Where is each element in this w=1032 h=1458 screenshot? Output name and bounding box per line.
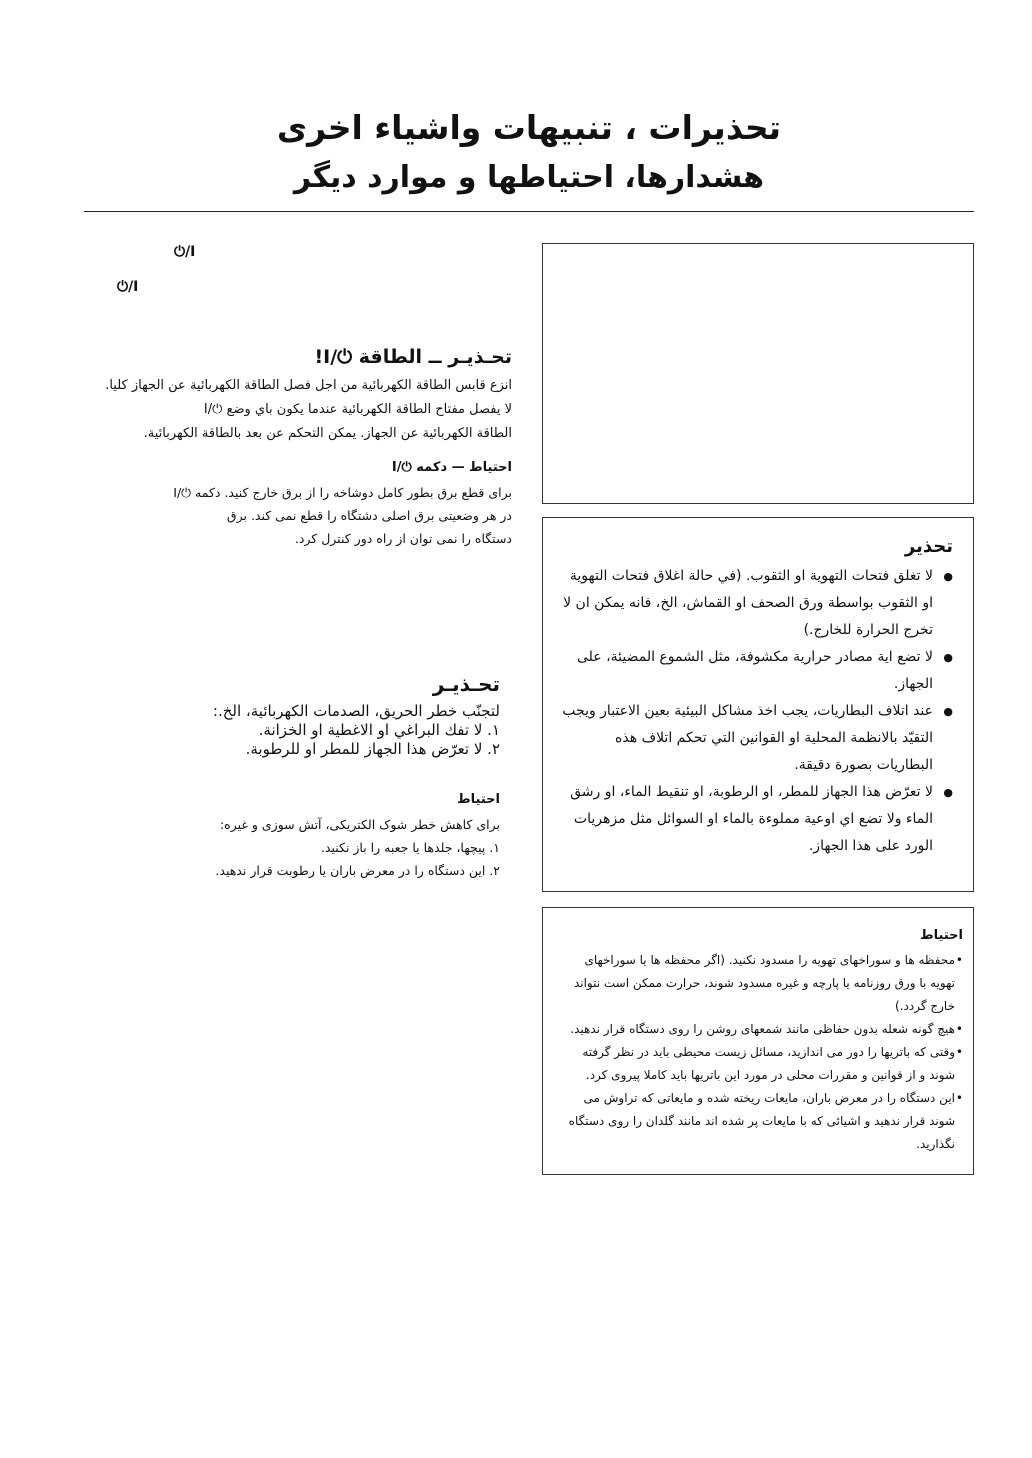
power-symbol-2: ⏻/I [117, 279, 139, 295]
ar-power-line-2: لا يفصل مفتاح الطاقة الكهربائية عندما يكون باي وضع ⏻/I [203, 402, 512, 417]
fa-fire-line-1: برای کاهش خطر شوک الکتریکی، آتش سوزی و غیره: [219, 817, 500, 832]
page-title-persian: هشدارها، احتیاطها و موارد دیگر [293, 160, 765, 195]
ar-warning-item-2: ● لا تضع اية مصادر حرارية مكشوفة، مثل الشموع المضيئة، على الجهاز. [561, 644, 953, 698]
page-title-arabic: تحذيرات ، تنبيهات واشياء اخرى [276, 108, 782, 147]
ar-warning-box [542, 517, 974, 892]
fa-fire-caution-heading: احتیاط [457, 792, 500, 807]
fa-caution-box [542, 907, 974, 1175]
ar-fire-line-3: ٢. لا تعرّض هذا الجهاز للمطر او للرطوبة. [245, 740, 500, 758]
fa-caution-item-1: • محفظه ها و سوراخهای تهویه را مسدود نکنید. (اگر محفظه ها یا سوراخهای تهویه با ورق روزنامه یا پارچه و غیره مسدود شوند، حرارت ممکن است نتواند خارج گردد.) [559, 949, 963, 1018]
ar-fire-warning [110, 672, 500, 759]
fa-power-line-2: در هر وضعیتی برق اصلی دشتگاه را قطع نمی کند. برق [226, 508, 512, 523]
empty-content-box [542, 243, 974, 504]
ar-power-line-3: الطاقة الكهربائية عن الجهاز. يمكن التحكم عن بعد بالطاقة الكهربائية. [143, 426, 512, 441]
fa-fire-line-2: ١. پیچها، جلدها یا جعبه را باز نکنید. [320, 840, 500, 855]
fa-caution-item-4: • این دستگاه را در معرض باران، مایعات ریخته شده و مایعاتی که تراوش می شوند قرار ندهید و اشیائی که با مایعات پر شده اند مانند گلدان را روی دستگاه نگذارید. [559, 1087, 963, 1156]
fa-caution-item-3: • وقتی که باتریها را دور می اندازید، مسائل زیست محیطی باید در نظر گرفته شوند و از قوانین و مقررات محلی در مورد این باتریها باید کاملا پیروی کرد. [559, 1041, 963, 1087]
fa-caution-item-2: • هیچ گونه شعله بدون حفاظی مانند شمعهای روشن را روی دستگاه قرار ندهید. [559, 1018, 963, 1041]
ar-fire-line-2: ١. لا تفك البراغي او الاغطية او الخزانة. [258, 721, 500, 739]
ar-warning-item-3: ● عند اتلاف البطاريات، يجب اخذ مشاكل البيئية بعين الاعتبار ويجب التقيّد بالانظمة المحلية او القوانين التي تحكم اتلاف هذه البطاريات بصورة دقيقة. [561, 698, 953, 779]
power-symbol-1: ⏻/I [174, 244, 196, 260]
fa-power-caution-heading: احتیاط — دکمه ⏻/I [391, 460, 512, 475]
ar-power-warning-heading: تحـذيـر ــ الطاقة ⏻/I! [314, 346, 512, 368]
ar-warning-box-heading: تحذير [904, 536, 953, 557]
fa-fire-caution [110, 792, 500, 882]
fa-fire-line-3: ٢. این دستگاه را در معرض باران یا رطوبت قرار ندهید. [215, 863, 500, 878]
ar-power-line-1: انزع قابس الطاقة الكهربائية من اجل فصل الطاقة الكهربائية عن الجهاز كليا. [105, 378, 512, 393]
fa-caution-box-heading: احتیاط [920, 928, 963, 943]
ar-warning-item-1: ● لا تغلق فتحات التهوية او الثقوب. (في حالة اغلاق فتحات التهوية او الثقوب بواسطة ورق الصحف او القماش، الخ، فانه يمكن ان لا تخرج الحرارة للخارج.) [561, 563, 953, 644]
title-divider [84, 211, 974, 212]
ar-fire-warning-heading: تحـذيـر [432, 672, 500, 696]
ar-power-warning [88, 346, 512, 446]
ar-fire-line-1: لتجنّب خطر الحريق، الصدمات الكهربائية، الخ.: [212, 702, 500, 720]
fa-power-line-3: دستگاه را نمی توان از راه دور کنترل کرد. [294, 531, 512, 546]
fa-power-caution [88, 460, 512, 550]
ar-warning-item-4: ● لا تعرّض هذا الجهاز للمطر، او الرطوبة، او تنقيط الماء، او رشق الماء ولا تضع اي اوعية مملوءة بالماء او السوائل مثل مزهريات الورد على هذا الجهاز. [561, 779, 953, 860]
fa-power-line-1: برای قطع برق بطور کامل دوشاخه را از برق خارج کنید. دکمه ⏻/I [173, 485, 512, 500]
